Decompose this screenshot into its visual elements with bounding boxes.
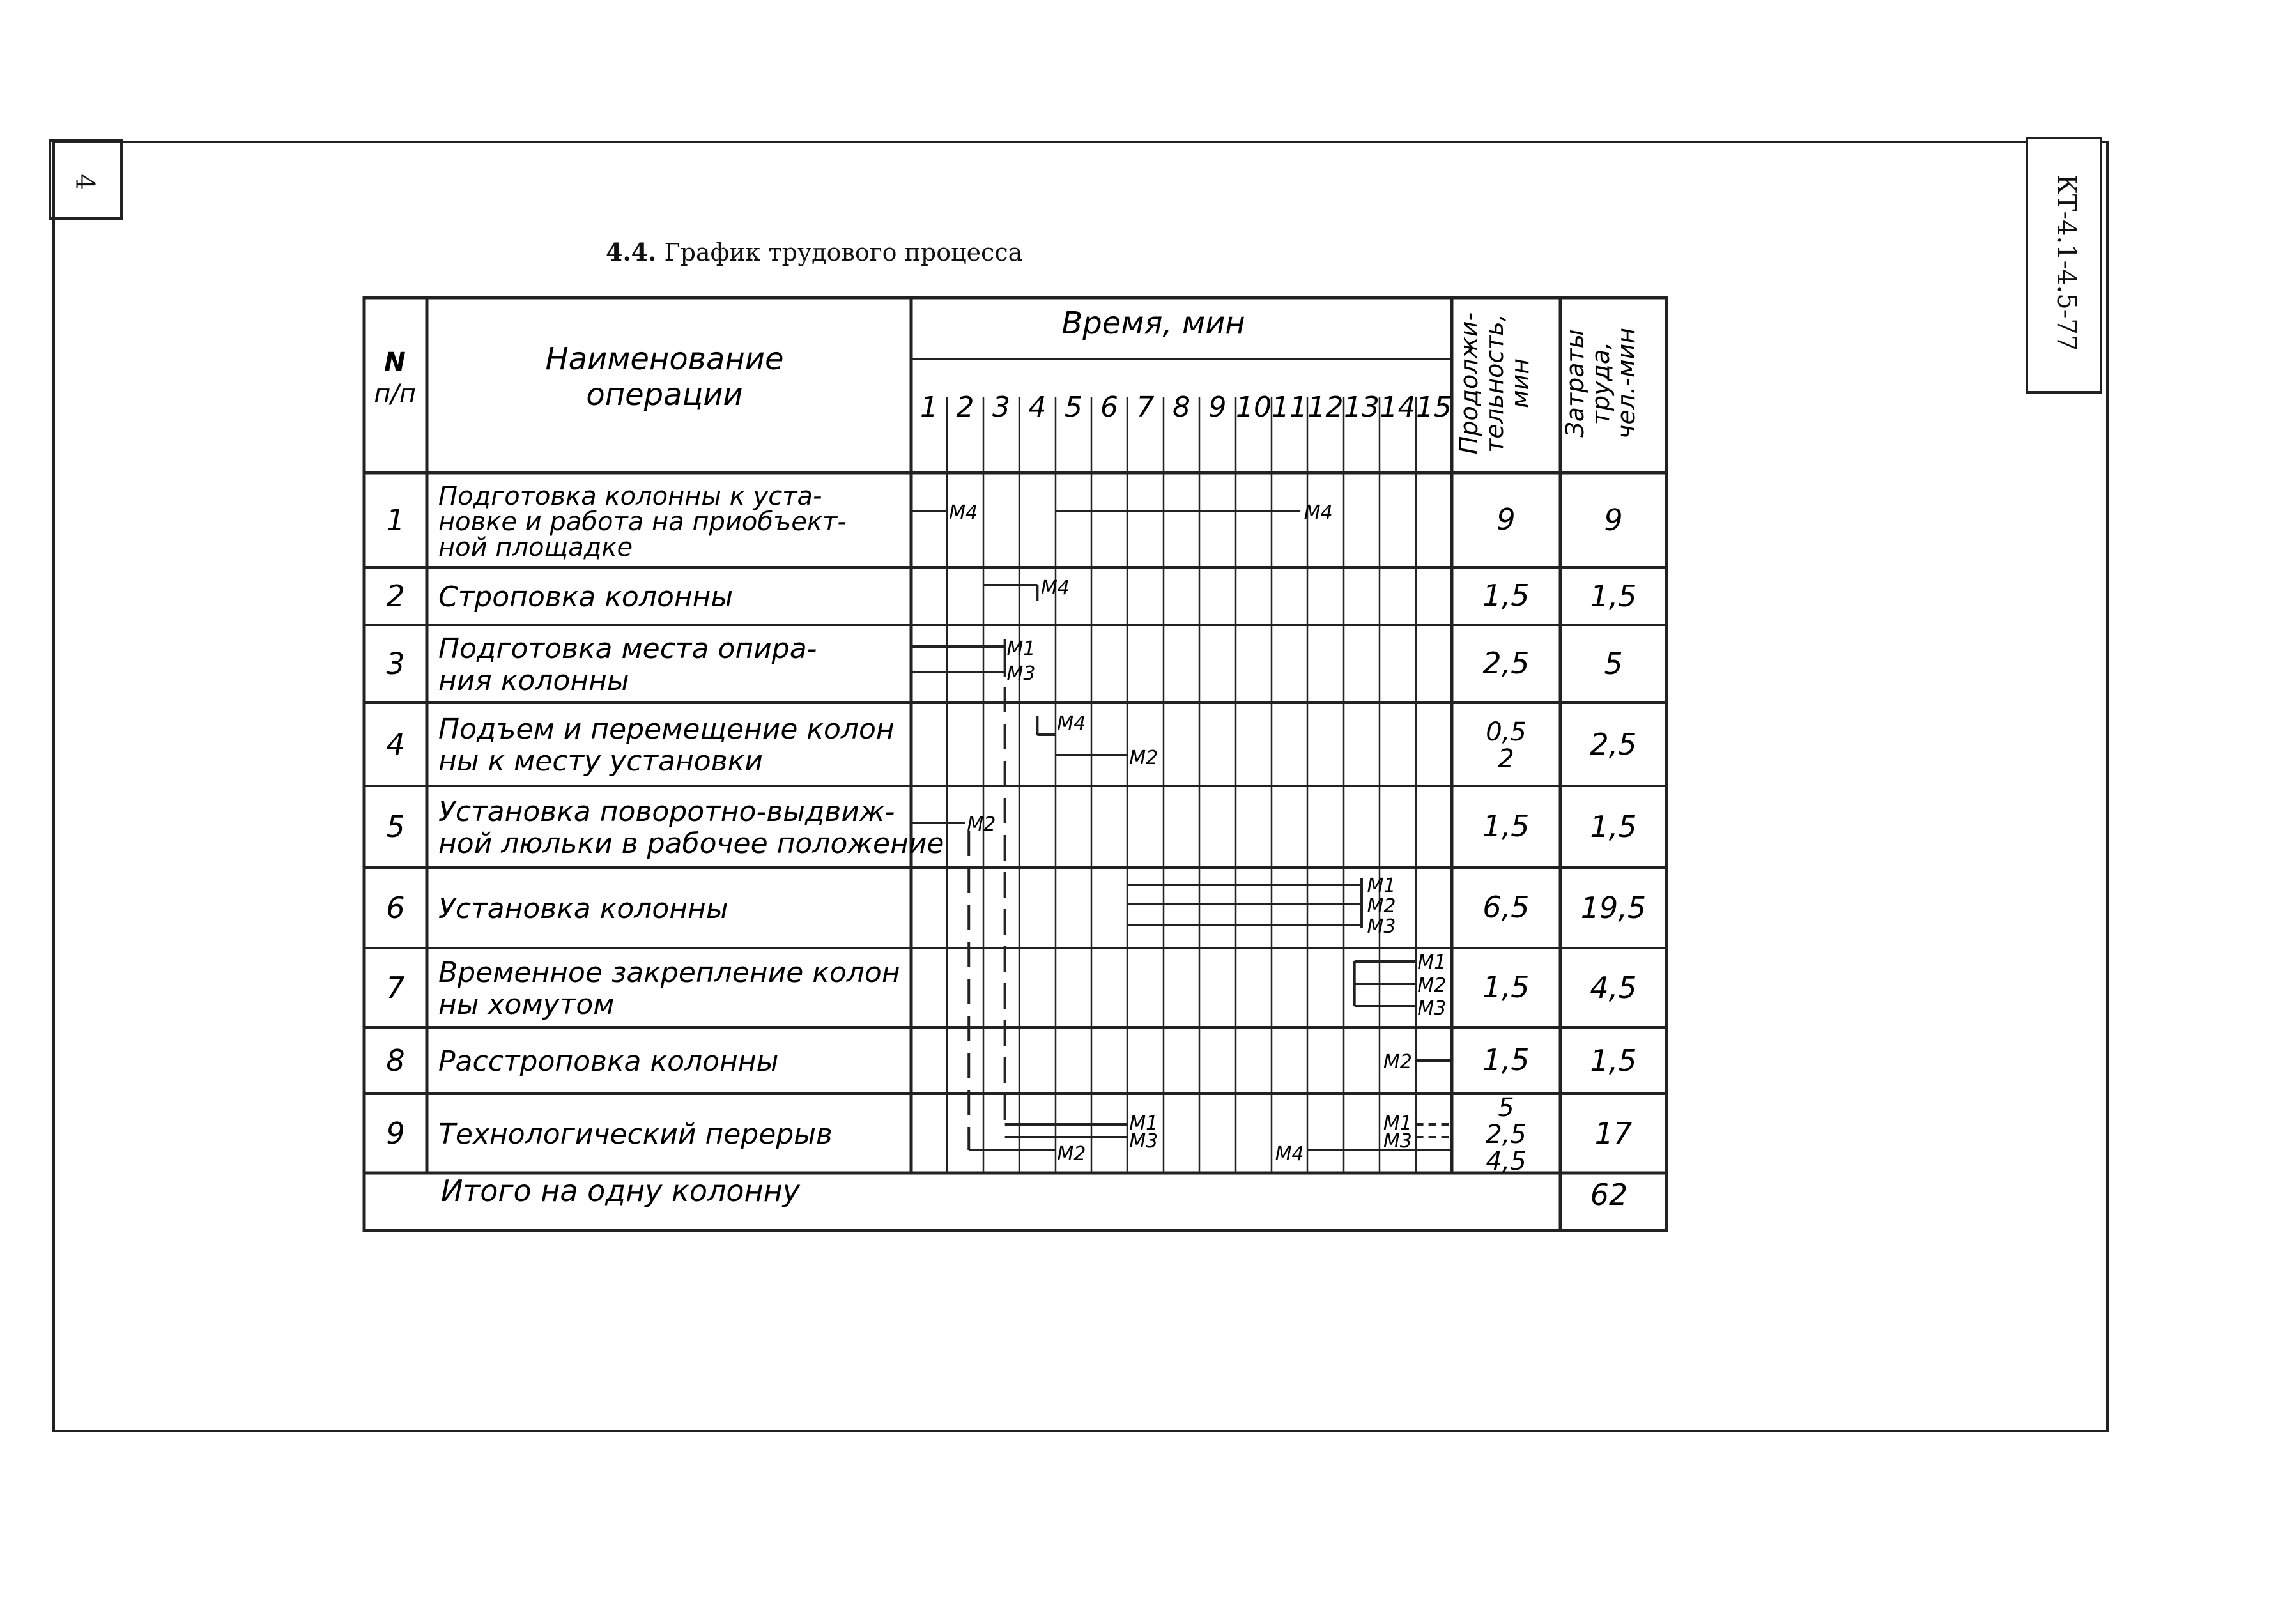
row-number: 9 [386, 1116, 405, 1151]
time-tick-label: 4 [1028, 391, 1047, 424]
document-code: КТ-4.1-4.5-77 [2052, 174, 2081, 351]
time-tick-label: 3 [992, 391, 1010, 424]
operation-name: ны к месту установки [438, 745, 763, 778]
row-number: 2 [386, 579, 405, 613]
header-num: N [384, 348, 406, 377]
time-tick-label: 8 [1173, 391, 1190, 424]
operation-name: ны хомутом [438, 988, 615, 1021]
row-number: 7 [386, 970, 405, 1005]
worker-label: М4 [1304, 502, 1333, 524]
labor-value: 1,5 [1590, 579, 1637, 613]
row-number: 8 [386, 1043, 405, 1078]
duration-value: 1,5 [1482, 809, 1530, 843]
worker-label: М3 [1417, 997, 1447, 1020]
labor-value: 1,5 [1590, 809, 1637, 844]
duration-value: 9 [1496, 502, 1516, 537]
operation-name: ния колонны [438, 664, 629, 697]
worker-label: М2 [1383, 1051, 1412, 1073]
row-number: 1 [386, 503, 405, 537]
worker-label: М4 [1057, 712, 1086, 735]
operation-name: Временное закрепление колон [438, 956, 900, 989]
duration-value: 1,5 [1482, 970, 1530, 1004]
worker-label: М1 [1006, 638, 1036, 660]
header-name: Наименование [545, 341, 784, 377]
worker-label: М2 [1367, 895, 1396, 917]
time-tick-label: 7 [1136, 391, 1155, 424]
duration-value: 1,5 [1482, 578, 1530, 613]
operation-name: Подготовка колонны к уста- [438, 482, 822, 511]
labor-value: 19,5 [1580, 891, 1647, 925]
table-row [386, 956, 1636, 1021]
section-number: 4.4. [606, 238, 657, 266]
time-axis-ticks [920, 391, 1452, 424]
operation-name: Установка поворотно-выдвиж- [438, 795, 895, 828]
row-number: 3 [386, 647, 405, 681]
table-row [386, 795, 1636, 860]
header-duration: Продолжи- [1455, 312, 1483, 455]
labor-value: 1,5 [1590, 1043, 1637, 1078]
worker-label: М4 [1041, 577, 1070, 599]
labor-value: 4,5 [1590, 970, 1637, 1005]
duration-value: 5 [1498, 1093, 1514, 1122]
time-tick-label: 13 [1344, 391, 1380, 424]
row-number: 4 [386, 727, 405, 762]
duration-value: 6,5 [1482, 890, 1530, 924]
duration-value: 2,5 [1482, 646, 1530, 680]
labor-value: 2,5 [1590, 727, 1637, 762]
header-duration-2: тельность, [1481, 314, 1509, 453]
header-labor: Затраты [1561, 329, 1589, 438]
worker-label: М1 [1417, 951, 1447, 974]
duration-value: 2 [1498, 744, 1514, 774]
page-number: 4 [70, 174, 100, 190]
table-row [386, 1093, 1632, 1176]
duration-value: 2,5 [1486, 1120, 1527, 1149]
table-row [386, 890, 1646, 925]
time-tick-label: 5 [1065, 391, 1082, 424]
worker-label: М4 [1275, 1143, 1304, 1165]
time-tick-label: 10 [1236, 391, 1272, 424]
operation-name: Технологический перерыв [438, 1118, 833, 1151]
time-tick-label: 1 [920, 391, 938, 424]
labor-value: 17 [1594, 1116, 1633, 1151]
header-name-sub: операции [586, 377, 743, 413]
header-time: Время, мин [1061, 305, 1245, 341]
time-tick-label: 6 [1100, 391, 1118, 424]
worker-label: М2 [1417, 974, 1447, 997]
total-labor: 62 [1590, 1177, 1628, 1212]
worker-label: М1 [1129, 1112, 1158, 1135]
section-title-text: График трудового процесса [664, 238, 1023, 266]
duration-value: 0,5 [1486, 717, 1527, 747]
operation-name: Расстроповка колонны [438, 1045, 779, 1078]
operation-name: Подъем и перемещение колон [438, 713, 895, 746]
time-tick-label: 15 [1416, 391, 1452, 424]
table-row [386, 713, 1636, 778]
worker-label: М2 [1129, 747, 1158, 769]
operation-name: Установка колонны [438, 892, 728, 925]
time-tick-label: 2 [956, 391, 974, 424]
operation-name: новке и работа на приобъект- [438, 507, 847, 537]
operation-name: Строповка колонны [438, 581, 734, 613]
worker-label: М4 [949, 502, 978, 524]
table-row [386, 482, 1622, 562]
gantt-labels [949, 502, 1446, 1165]
operation-name: ной люльки в рабочее положение [438, 827, 944, 860]
labor-value: 9 [1604, 503, 1623, 537]
header-labor-2: труда, [1587, 341, 1615, 425]
worker-label: М3 [1129, 1130, 1158, 1153]
table-row [386, 578, 1636, 613]
labor-value: 5 [1604, 647, 1623, 681]
row-number: 5 [386, 809, 405, 844]
row-number: 6 [386, 891, 405, 925]
duration-value: 4,5 [1486, 1147, 1527, 1176]
time-tick-label: 12 [1307, 391, 1344, 424]
operation-name: ной площадке [438, 533, 633, 562]
header-num-sub: п/п [374, 379, 416, 409]
header-duration-3: мин [1506, 358, 1534, 409]
worker-label: М2 [1057, 1143, 1086, 1165]
worker-label: М3 [1367, 915, 1396, 938]
worker-label: М3 [1383, 1130, 1412, 1153]
worker-label: М3 [1006, 663, 1036, 685]
worker-label: М1 [1383, 1112, 1412, 1135]
total-label: Итого на одну колонну [441, 1174, 800, 1208]
time-tick-label: 14 [1380, 391, 1416, 424]
duration-value: 1,5 [1482, 1043, 1530, 1077]
time-tick-label: 9 [1208, 391, 1227, 424]
time-tick-label: 11 [1272, 391, 1307, 424]
worker-label: М1 [1367, 875, 1396, 897]
header-labor-3: чел.-мин [1612, 327, 1640, 440]
operation-name: Подготовка места опира- [438, 632, 817, 665]
worker-label: М2 [967, 813, 996, 836]
